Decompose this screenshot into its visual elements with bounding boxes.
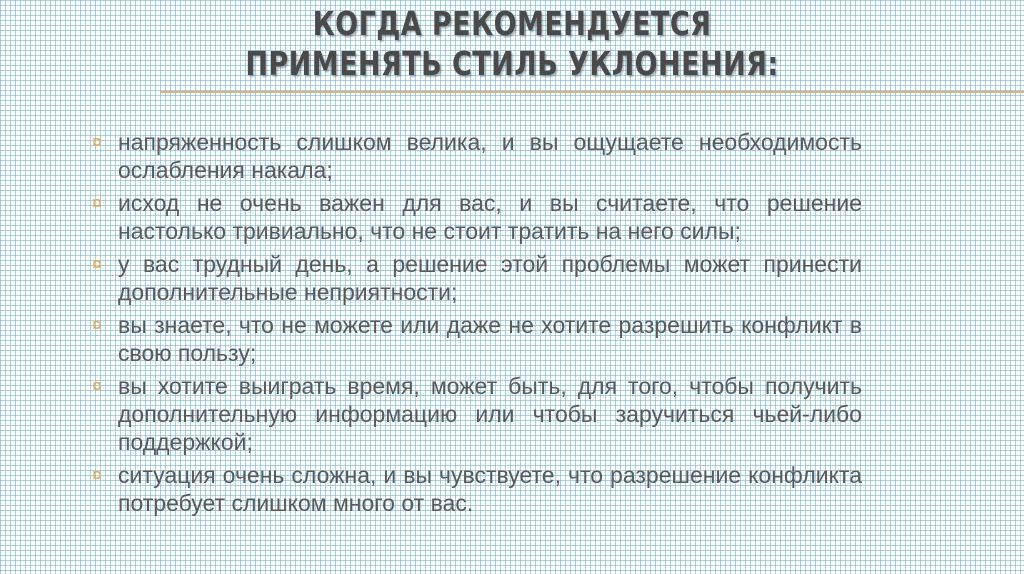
list-item: [92, 128, 862, 184]
list-item-text: напряженность слишком велика, и вы ощущаете необходимость ослабления накала;: [118, 129, 862, 183]
list-item: [92, 372, 862, 456]
list-item-text: вы знаете, что не можете или даже не хотите разрешить конфликт в свою пользу;: [118, 312, 862, 366]
list-item-text: у вас трудный день, а решение этой проблемы может принести дополнительные неприятности;: [118, 251, 862, 305]
list-item: [92, 250, 862, 306]
slide-title: КОГДА РЕКОМЕНДУЕТСЯ ПРИМЕНЯТЬ СТИЛЬ УКЛОНЕНИЯ:: [245, 4, 779, 83]
bullet-icon: ¤: [92, 132, 103, 152]
list-item-text: исход не очень важен для вас, и вы считаете, что решение настолько тривиально, что не стоит тратить на него силы;: [118, 190, 862, 244]
list-item: [92, 461, 862, 517]
bullet-icon: ¤: [92, 315, 103, 335]
list-item-text: ситуация очень сложна, и вы чувствуете, что разрешение конфликта потребует слишком много от вас.: [118, 462, 862, 516]
bullet-icon: ¤: [92, 193, 103, 213]
bullet-icon: ¤: [92, 465, 103, 485]
list-item: [92, 311, 862, 367]
list-item: [92, 189, 862, 245]
bullet-icon: ¤: [92, 376, 103, 396]
title-divider: [160, 91, 1024, 93]
list-item-text: вы хотите выиграть время, может быть, для того, чтобы получить дополнительную информацию или чтобы заручиться чьей-либо поддержкой;: [118, 373, 862, 455]
bullet-icon: ¤: [92, 254, 103, 274]
bullet-list: [92, 128, 862, 522]
